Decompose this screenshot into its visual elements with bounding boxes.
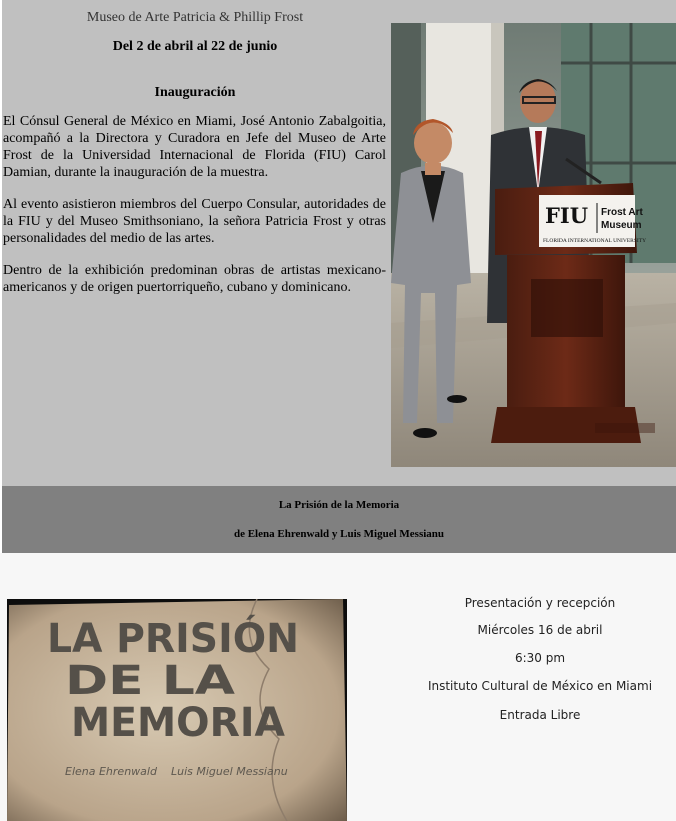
- paragraph: Al evento asistieron miembros del Cuerpo Consular, autoridades de la FIU y del Museo Smithsoniano, la señora Patricia Frost y otras personalidades del medio de las artes.: [3, 197, 386, 246]
- event-title: Presentación y recepción: [464, 596, 616, 610]
- inauguration-section: [2, 0, 676, 486]
- podium-logo: FIU: [545, 203, 589, 228]
- paragraph: Dentro de la exhibición predominan obras de artistas mexicano-americanos y de origen puertorriqueño, cubano y dominicano.: [3, 263, 386, 295]
- podium-name-1: Frost Art: [601, 207, 643, 218]
- book-cover-image: [7, 599, 347, 821]
- event-admission: Entrada Libre: [499, 708, 581, 722]
- event-time: 6:30 pm: [514, 651, 566, 665]
- podium-name-2: Museum: [601, 220, 642, 231]
- book-author-1: Elena Ehrenwald: [65, 765, 157, 778]
- inauguration-photo: [391, 23, 676, 467]
- book-title-band: [2, 486, 676, 553]
- event-date: Miércoles 16 de abril: [477, 623, 603, 637]
- inauguration-text: [3, 113, 386, 311]
- book-authors: de Elena Ehrenwald y Luis Miguel Messianu: [233, 528, 445, 540]
- presentation-section: [0, 553, 676, 821]
- inauguration-heading: Inauguración: [154, 85, 236, 100]
- museum-name: Museo de Arte Patricia & Phillip Frost: [86, 10, 304, 25]
- book-author-2: Luis Miguel Messianu: [171, 765, 288, 778]
- book-line-1: LA PRISIÓN: [47, 616, 304, 662]
- podium-sub: FLORIDA INTERNATIONAL UNIVERSITY: [543, 238, 647, 244]
- paragraph: El Cónsul General de México en Miami, José Antonio Zabalgoitia, acompañó a la Directora y Curadora en Jefe del Museo de Arte Frost de la Universidad Internacional de Florida (FIU) Carol Damian, durante la inauguración de la muestra.: [3, 114, 386, 180]
- book-line-3: MEMORIA: [71, 700, 286, 746]
- event-venue: Instituto Cultural de México en Miami: [427, 679, 653, 693]
- exhibition-dates: Del 2 de abril al 22 de junio: [112, 39, 278, 54]
- book-title: La Prisión de la Memoria: [278, 499, 400, 511]
- book-line-2: DE LA: [65, 658, 236, 704]
